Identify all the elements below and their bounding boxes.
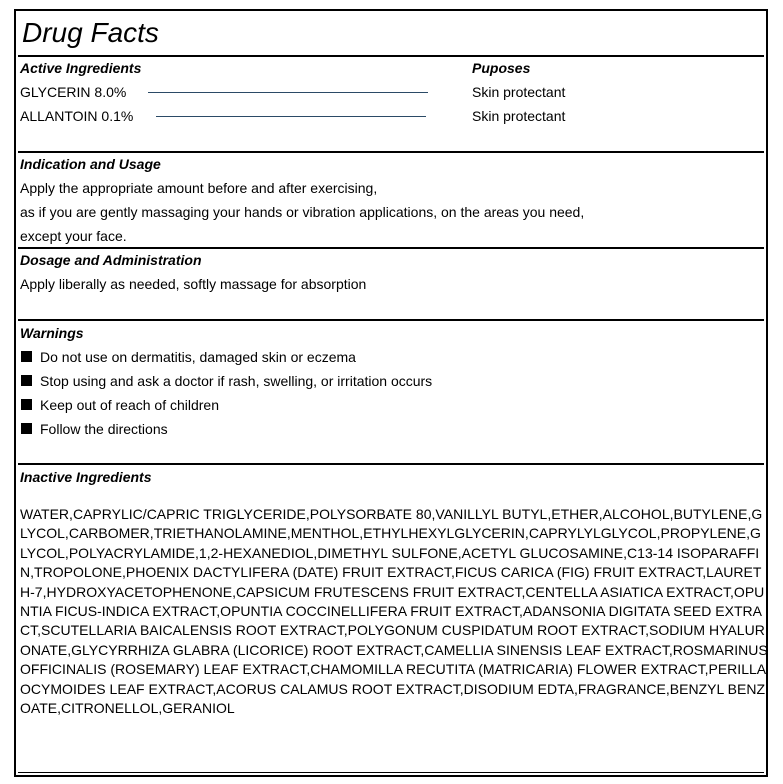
warning-item-1: Do not use on dermatitis, damaged skin or eczema (40, 349, 356, 365)
active-ingredient-2: ALLANTOIN 0.1% (20, 108, 134, 124)
warning-item-3: Keep out of reach of children (40, 397, 220, 413)
section-rule-indication (18, 151, 764, 153)
leader-line-2 (156, 116, 426, 117)
section-rule-inactive (18, 463, 764, 465)
indication-heading: Indication and Usage (20, 156, 161, 172)
warning-item-4: Follow the directions (40, 421, 168, 437)
dosage-heading: Dosage and Administration (20, 252, 202, 268)
indication-line-2: as if you are gently massaging your hands or vibration applications, on the areas you need, (20, 204, 585, 220)
inactive-ingredients-text: WATER,CAPRYLIC/CAPRIC TRIGLYCERIDE,POLYSORBATE 80,VANILLYL BUTYL,ETHER,ALCOHOL,BUTYLENE,GLYCOL,CARBOMER,TRIETHANOLAMINE,MENTHOL,ETHYLHEXYLGLYCERIN,CAPRYLYLGLYCOL,PROPYLENE,GLYCOL,POLYACRYLAMIDE,1,2-HEXANEDIOL,DIMETHYL SULFONE,ACETYL GLUCOSAMINE,C13-14 ISOPARAFFIN,TROPOLONE,PHOENIX DACTYLIFERA (DATE) FRUIT EXTRACT,FICUS CARICA (FIG) FRUIT EXTRACT,LAURETH-7,HYDROXYACETOPHENONE,CAPSICUM FRUTESCENS FRUIT EXTRACT,CENTELLA ASIATICA EXTRACT,OPUNTIA FICUS-INDICA EXTRACT,OPUNTIA COCCINELLIFERA FRUIT EXTRACT,ADANSONIA DIGITATA SEED EXTRACT,SCUTELLARIA BAICALENSIS ROOT EXTRACT,POLYGONUM CUSPIDATUM ROOT EXTRACT,SODIUM HYALURONATE,GLYCYRRHIZA GLABRA (LICORICE) ROOT EXTRACT,CAMELLIA SINENSIS LEAF EXTRACT,ROSMARINUS OFFICINALIS (ROSEMARY) LEAF EXTRACT,CHAMOMILLA RECUTITA (MATRICARIA) FLOWER EXTRACT,PERILLA OCYMOIDES LEAF EXTRACT,ACORUS CALAMUS ROOT EXTRACT,DISODIUM EDTA,FRAGRANCE,BENZYL BENZOATE,CITRONELLOL,GERANIOL (20, 506, 768, 717)
indication-line-3: except your face. (20, 228, 127, 244)
active-ingredients-heading: Active Ingredients (20, 60, 142, 76)
section-rule-dosage (18, 247, 764, 249)
bullet-icon (21, 423, 32, 434)
section-rule-warnings (18, 319, 764, 321)
bullet-icon (21, 375, 32, 386)
bullet-icon (21, 351, 32, 362)
inactive-ingredients-heading: Inactive Ingredients (20, 469, 152, 485)
purposes-heading: Puposes (472, 60, 531, 76)
title-rule (18, 55, 764, 57)
drug-facts-panel (14, 9, 768, 777)
bullet-icon (21, 399, 32, 410)
purpose-1: Skin protectant (472, 84, 566, 100)
active-ingredient-1: GLYCERIN 8.0% (20, 84, 127, 100)
warning-item-2: Stop using and ask a doctor if rash, swelling, or irritation occurs (40, 373, 433, 389)
purpose-2: Skin protectant (472, 108, 566, 124)
drug-facts-title: Drug Facts (22, 17, 159, 48)
leader-line-1 (148, 92, 428, 93)
warnings-heading: Warnings (20, 325, 84, 341)
dosage-text: Apply liberally as needed, softly massage for absorption (20, 276, 367, 292)
indication-line-1: Apply the appropriate amount before and after exercising, (20, 180, 378, 196)
